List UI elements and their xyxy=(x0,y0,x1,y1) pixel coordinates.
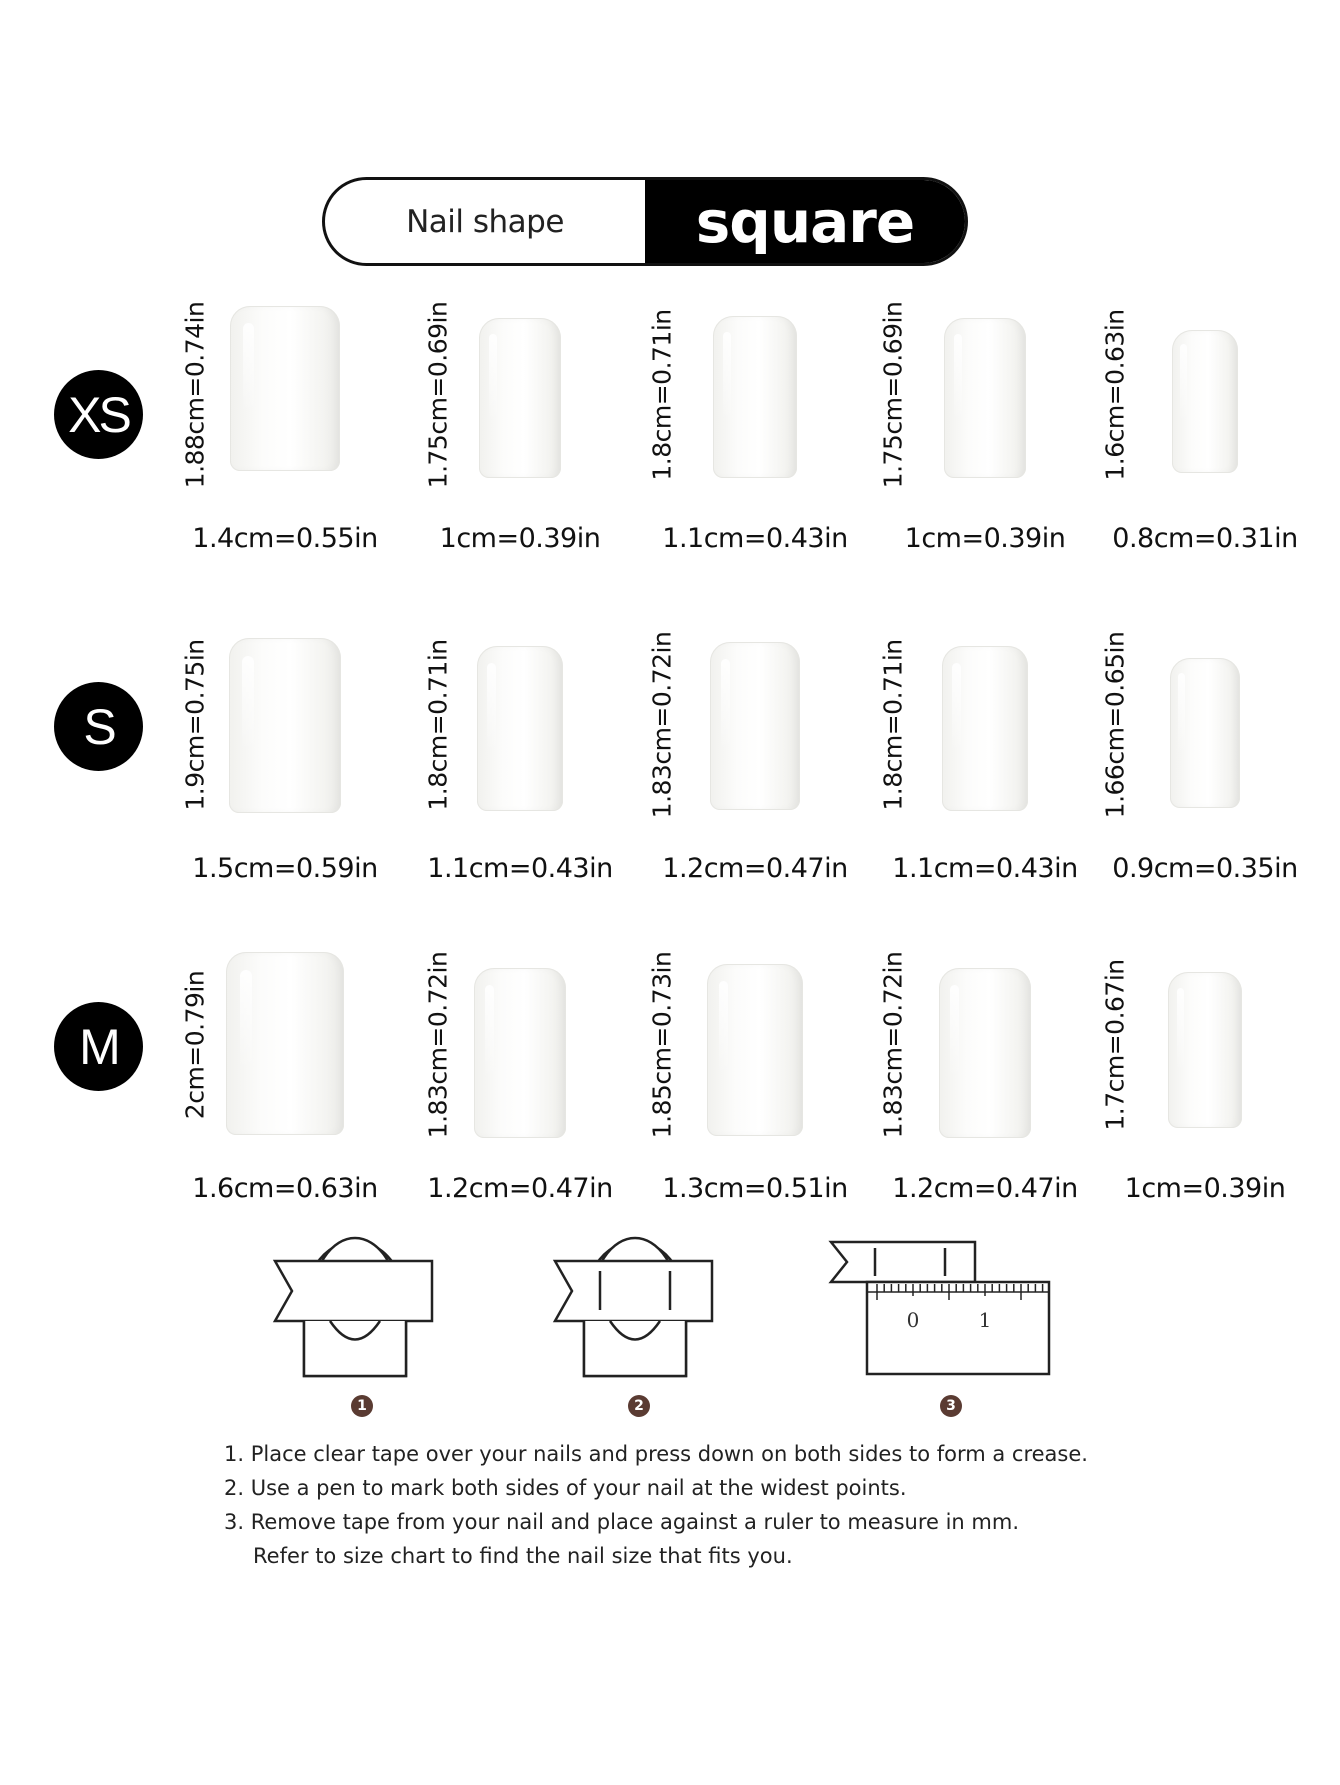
nail-width-label: 1cm=0.39in xyxy=(1124,1173,1286,1204)
nail-s-3 xyxy=(710,642,800,810)
nail-s-1 xyxy=(229,638,341,813)
size-badge-xs: XS xyxy=(54,370,143,459)
step-2-diagram xyxy=(550,1208,720,1383)
nail-width-label: 0.8cm=0.31in xyxy=(1112,523,1298,554)
instruction-4: Refer to size chart to find the nail size that fits you. xyxy=(253,1544,793,1568)
step-3-diagram xyxy=(825,1236,1055,1382)
step-number-2: 2 xyxy=(628,1395,650,1417)
nail-s-2 xyxy=(477,646,563,811)
nail-length-label: 1.6cm=0.63in xyxy=(1100,309,1130,481)
nail-width-label: 1.5cm=0.59in xyxy=(192,853,378,884)
nail-width-label: 1.1cm=0.43in xyxy=(427,853,613,884)
nail-xs-4 xyxy=(944,318,1026,478)
nail-length-label: 1.83cm=0.72in xyxy=(878,951,908,1139)
nail-length-label: 1.75cm=0.69in xyxy=(878,301,908,489)
nail-width-label: 1cm=0.39in xyxy=(439,523,601,554)
nail-width-label: 1.3cm=0.51in xyxy=(662,1173,848,1204)
nail-xs-2 xyxy=(479,318,561,478)
nail-m-4 xyxy=(939,968,1031,1138)
nail-s-4 xyxy=(942,646,1028,811)
nail-length-label: 1.83cm=0.72in xyxy=(423,951,453,1139)
nail-length-label: 1.9cm=0.75in xyxy=(180,639,210,811)
nail-m-1 xyxy=(226,952,344,1135)
nail-m-2 xyxy=(474,968,566,1138)
instruction-2: 2. Use a pen to mark both sides of your nail at the widest points. xyxy=(224,1476,907,1500)
size-badge-s: S xyxy=(54,682,143,771)
nail-m-3 xyxy=(707,964,803,1136)
nail-xs-1 xyxy=(230,306,340,471)
nail-length-label: 1.8cm=0.71in xyxy=(647,309,677,481)
nail-width-label: 1.1cm=0.43in xyxy=(892,853,1078,884)
nail-xs-5 xyxy=(1172,330,1238,473)
nail-xs-3 xyxy=(713,316,797,478)
nail-length-label: 2cm=0.79in xyxy=(180,970,210,1120)
nail-length-label: 1.75cm=0.69in xyxy=(423,301,453,489)
nail-width-label: 1cm=0.39in xyxy=(904,523,1066,554)
nail-m-5 xyxy=(1168,972,1242,1128)
nail-length-label: 1.85cm=0.73in xyxy=(647,951,677,1139)
nail-shape-value: square xyxy=(645,180,965,263)
step-1-diagram xyxy=(270,1208,440,1383)
nail-width-label: 1.6cm=0.63in xyxy=(192,1173,378,1204)
nail-width-label: 1.2cm=0.47in xyxy=(427,1173,613,1204)
nail-width-label: 1.2cm=0.47in xyxy=(892,1173,1078,1204)
nail-width-label: 1.2cm=0.47in xyxy=(662,853,848,884)
ruler-label-1: 1 xyxy=(978,1308,992,1332)
nail-width-label: 0.9cm=0.35in xyxy=(1112,853,1298,884)
nail-length-label: 1.66cm=0.65in xyxy=(1100,631,1130,819)
ruler-label-0: 0 xyxy=(906,1308,920,1332)
nail-shape-label: Nail shape xyxy=(406,203,564,240)
nail-length-label: 1.7cm=0.67in xyxy=(1100,959,1130,1131)
nail-shape-header xyxy=(322,177,968,266)
step-number-1: 1 xyxy=(351,1395,373,1417)
nail-length-label: 1.8cm=0.71in xyxy=(878,639,908,811)
instruction-3: 3. Remove tape from your nail and place against a ruler to measure in mm. xyxy=(224,1510,1019,1534)
instruction-1: 1. Place clear tape over your nails and press down on both sides to form a crease. xyxy=(224,1442,1088,1466)
nail-length-label: 1.88cm=0.74in xyxy=(180,301,210,489)
nail-width-label: 1.1cm=0.43in xyxy=(662,523,848,554)
step-number-3: 3 xyxy=(940,1395,962,1417)
nail-width-label: 1.4cm=0.55in xyxy=(192,523,378,554)
nail-s-5 xyxy=(1170,658,1240,808)
size-badge-m: M xyxy=(54,1002,143,1091)
nail-length-label: 1.83cm=0.72in xyxy=(647,631,677,819)
nail-length-label: 1.8cm=0.71in xyxy=(423,639,453,811)
